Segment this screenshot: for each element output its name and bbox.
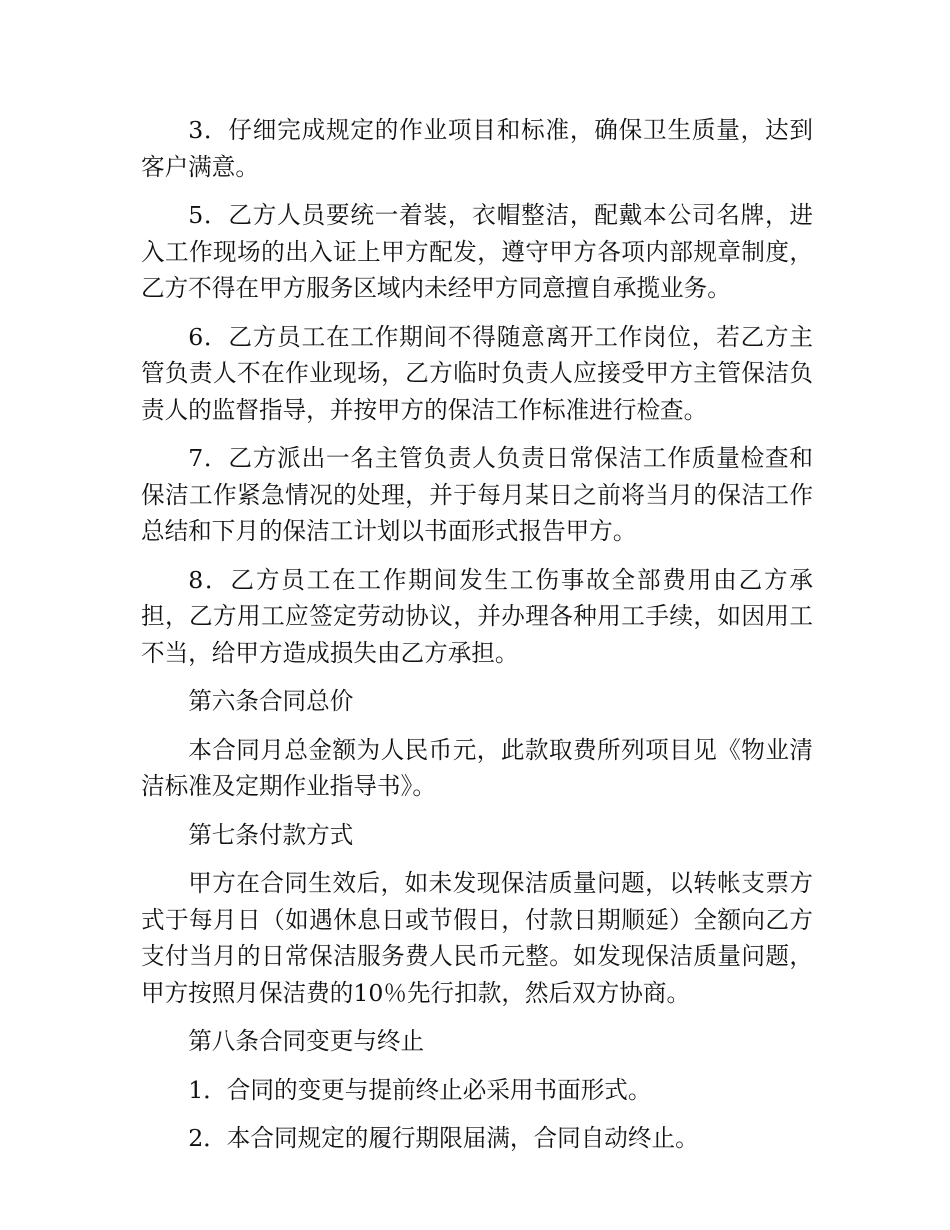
clause-8-paragraph: 8．乙方员工在工作期间发生工伤事故全部费用由乙方承担，乙方用工应签定劳动协议，并办理各种用工手续，如因用工不当，给甲方造成损失由乙方承担。 <box>141 565 813 667</box>
document-body <box>141 112 813 1169</box>
article-8-heading: 第八条合同变更与终止 <box>188 1027 425 1055</box>
article-8-item-1: 1．合同的变更与提前终止必采用书面形式。 <box>188 1075 652 1104</box>
article-6-heading: 第六条合同总价 <box>188 687 354 715</box>
article-7-heading: 第七条付款方式 <box>188 820 354 849</box>
clause-3-paragraph: 3．仔细完成规定的作业项目和标准，确保卫生质量，达到客户满意。 <box>141 116 813 181</box>
clause-5-paragraph: 5．乙方人员要统一着装，衣帽整洁，配戴本公司名牌，进入工作现场的出入证上甲方配发，遵守甲方各项内部规章制度，乙方不得在甲方服务区域内未经甲方同意擅自承揽业务。 <box>141 201 813 302</box>
article-7-body: 甲方在合同生效后，如未发现保洁质量问题，以转帐支票方式于每月日（如遇休息日或节假日，付款日期顺延）全额向乙方支付当月的日常保洁服务费人民币元整。如发现保洁质量问题，甲方按照月保洁费的10％先行扣款，然后双方协商。 <box>141 869 813 1007</box>
clause-7-paragraph: 7．乙方派出一名主管负责人负责日常保洁工作质量检查和保洁工作紧急情况的处理，并于每月某日之前将当月的保洁工作总结和下月的保洁工计划以书面形式报告甲方。 <box>141 444 813 545</box>
clause-6-paragraph: 6．乙方员工在工作期间不得随意离开工作岗位，若乙方主管负责人不在作业现场，乙方临时负责人应接受甲方主管保洁负责人的监督指导，并按甲方的保洁工作标准进行检查。 <box>141 322 813 424</box>
article-8-item-2: 2．本合同规定的履行期限届满，合同自动终止。 <box>188 1124 699 1152</box>
article-6-body: 本合同月总金额为人民币元，此款取费所列项目见《物业清洁标准及定期作业指导书》。 <box>141 735 813 800</box>
